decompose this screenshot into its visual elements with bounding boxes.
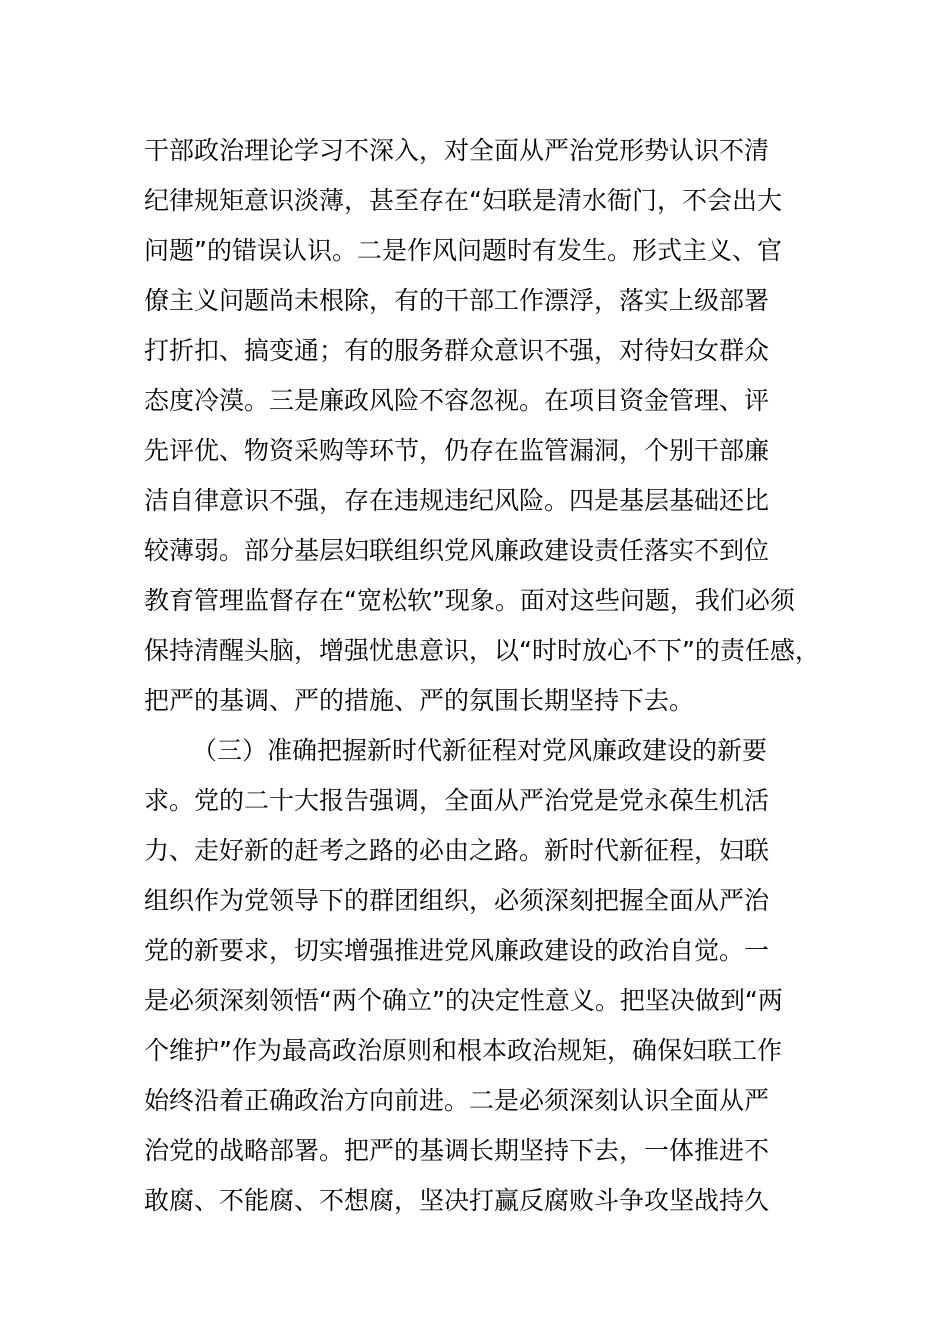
text-line: 敢腐、不能腐、不想腐，坚决打赢反腐败斗争攻坚战持久 (144, 1186, 770, 1215)
text-line: 僚主义问题尚未根除，有的干部工作漂浮，落实上级部署 (144, 286, 770, 315)
text-line: 始终沿着正确政治方向前进。二是必须深刻认识全面从严 (144, 1086, 770, 1115)
body-text (144, 126, 844, 1226)
section-heading-line: （三）准确把握新时代新征程对党风廉政建设的新要 (192, 736, 768, 765)
text-line: 保持清醒头脑，增强忧患意识，以“时时放心不下”的责任感， (144, 636, 820, 665)
text-line: 打折扣、搞变通；有的服务群众意识不强，对待妇女群众 (144, 336, 770, 365)
text-line: 教育管理监督存在“宽松软”现象。面对这些问题，我们必须 (144, 586, 795, 615)
text-line: 洁自律意识不强，存在违规违纪风险。四是基层基础还比 (144, 486, 770, 515)
text-line: 态度冷漠。三是廉政风险不容忽视。在项目资金管理、评 (144, 386, 770, 415)
text-line: 是必须深刻领悟“两个确立”的决定性意义。把坚决做到“两 (144, 986, 783, 1015)
text-line: 先评优、物资采购等环节，仍存在监管漏洞，个别干部廉 (144, 436, 770, 465)
text-line: 组织作为党领导下的群团组织，必须深刻把握全面从严治 (144, 886, 770, 915)
text-line: 较薄弱。部分基层妇联组织党风廉政建设责任落实不到位 (144, 536, 770, 565)
text-line: 问题”的错误认识。二是作风问题时有发生。形式主义、官 (144, 236, 782, 265)
text-line: 把严的基调、严的措施、严的氛围长期坚持下去。 (144, 686, 695, 715)
text-line: 个维护”作为最高政治原则和根本政治规矩，确保妇联工作 (144, 1036, 782, 1065)
text-line: 党的新要求，切实增强推进党风廉政建设的政治自觉。一 (144, 936, 770, 965)
text-line: 求。党的二十大报告强调，全面从严治党是党永葆生机活 (144, 786, 770, 815)
text-line: 纪律规矩意识淡薄，甚至存在“妇联是清水衙门，不会出大 (144, 186, 782, 215)
text-line: 干部政治理论学习不深入，对全面从严治党形势认识不清 (144, 136, 770, 165)
text-line: 力、走好新的赶考之路的必由之路。新时代新征程，妇联 (144, 836, 770, 865)
text-line: 治党的战略部署。把严的基调长期坚持下去，一体推进不 (144, 1136, 770, 1165)
